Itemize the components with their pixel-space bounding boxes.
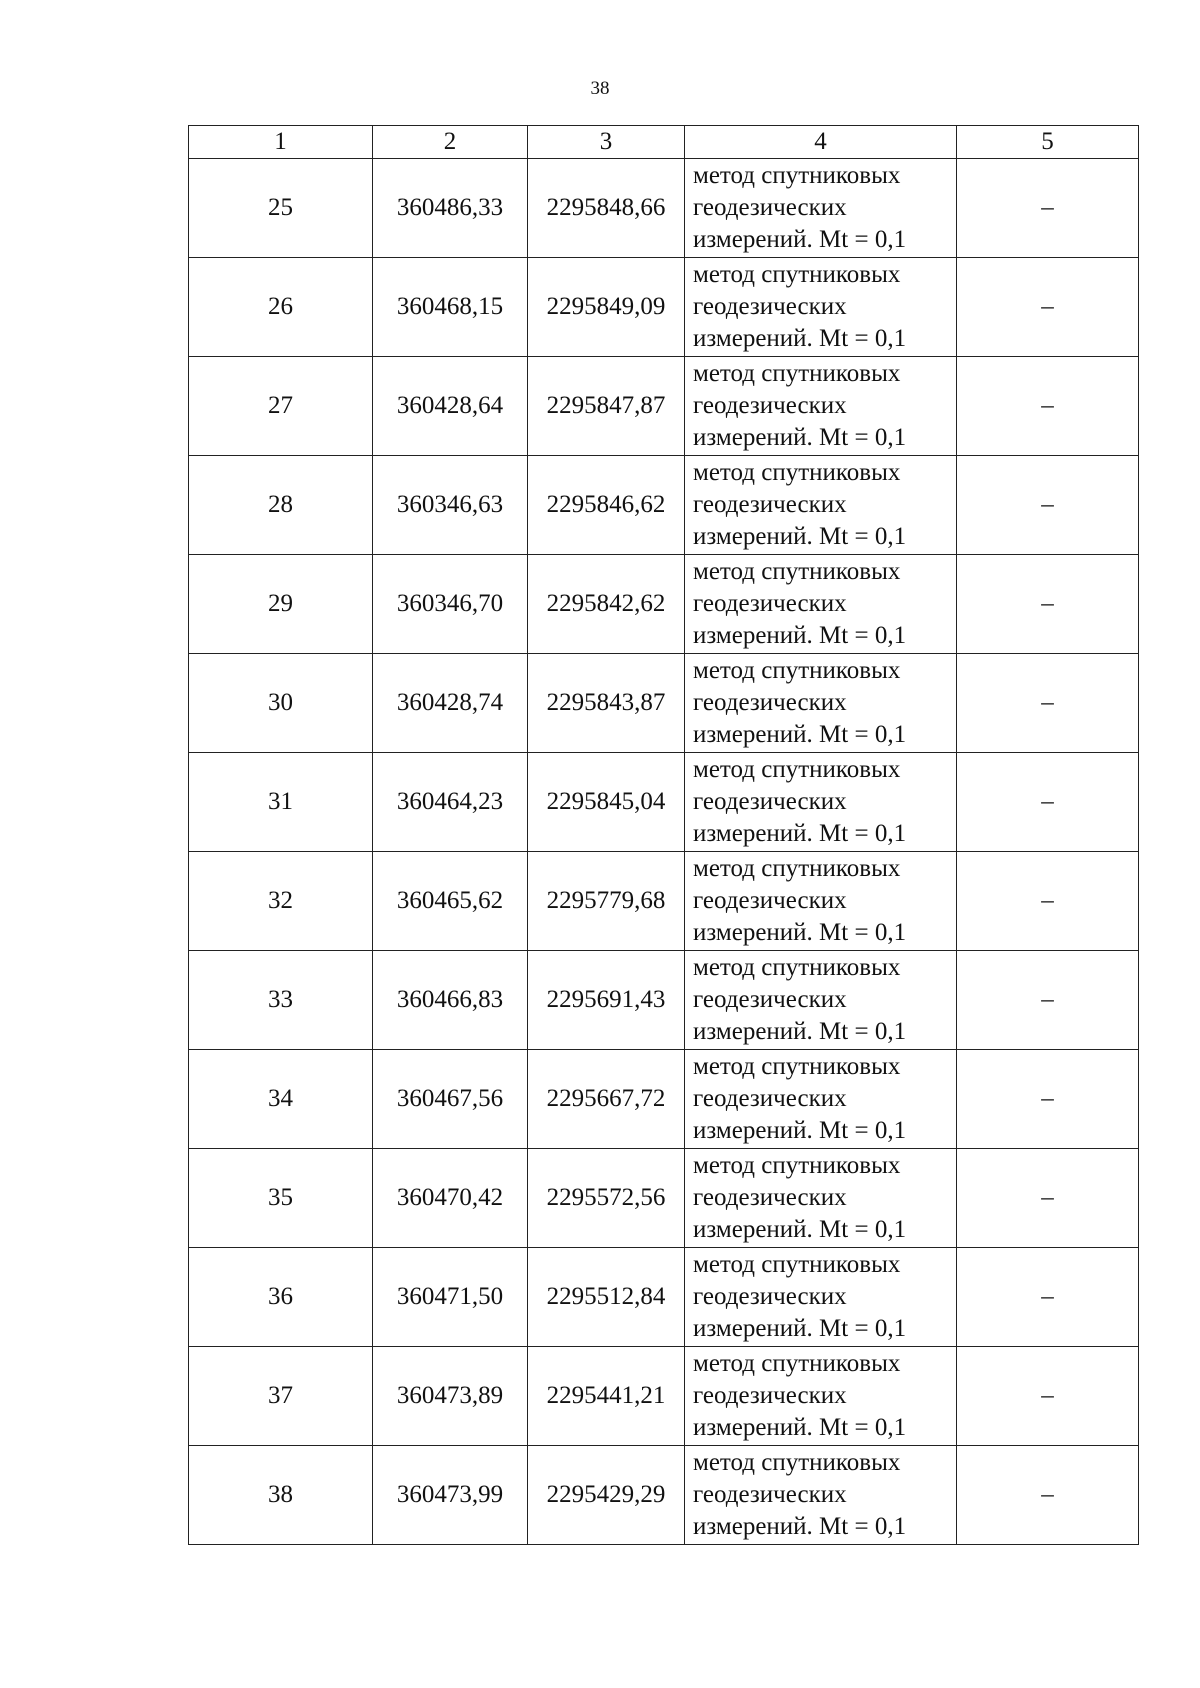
note-cell: – xyxy=(957,654,1139,753)
header-col-3: 3 xyxy=(528,126,685,159)
x-coordinate-cell: 360473,89 xyxy=(373,1347,528,1446)
note-cell: – xyxy=(957,1347,1139,1446)
table-row xyxy=(189,1149,1139,1248)
method-line: измерений. Mt = 0,1 xyxy=(693,1315,907,1342)
method-line: геодезических xyxy=(693,1184,847,1211)
header-col-4: 4 xyxy=(685,126,957,159)
note-cell: – xyxy=(957,951,1139,1050)
method-line: геодезических xyxy=(693,1085,847,1112)
x-coordinate-cell: 360465,62 xyxy=(373,852,528,951)
method-line: геодезических xyxy=(693,887,847,914)
table-row xyxy=(189,1347,1139,1446)
method-line: измерений. Mt = 0,1 xyxy=(693,325,907,352)
note-cell: – xyxy=(957,1149,1139,1248)
table-row xyxy=(189,753,1139,852)
y-coordinate-cell: 2295842,62 xyxy=(528,555,685,654)
method-line: метод спутниковых xyxy=(693,1053,901,1080)
method-line: измерений. Mt = 0,1 xyxy=(693,1117,907,1144)
method-cell xyxy=(685,654,957,753)
method-cell xyxy=(685,1347,957,1446)
method-line: геодезических xyxy=(693,194,847,221)
y-coordinate-cell: 2295847,87 xyxy=(528,357,685,456)
table-row xyxy=(189,654,1139,753)
method-line: измерений. Mt = 0,1 xyxy=(693,1216,907,1243)
method-cell xyxy=(685,456,957,555)
method-cell xyxy=(685,555,957,654)
y-coordinate-cell: 2295667,72 xyxy=(528,1050,685,1149)
x-coordinate-cell: 360470,42 xyxy=(373,1149,528,1248)
method-line: геодезических xyxy=(693,590,847,617)
x-coordinate-cell: 360346,63 xyxy=(373,456,528,555)
y-coordinate-cell: 2295843,87 xyxy=(528,654,685,753)
method-line: метод спутниковых xyxy=(693,162,901,189)
y-coordinate-cell: 2295691,43 xyxy=(528,951,685,1050)
point-number-cell: 29 xyxy=(189,555,373,654)
x-coordinate-cell: 360486,33 xyxy=(373,159,528,258)
y-coordinate-cell: 2295572,56 xyxy=(528,1149,685,1248)
page-number: 38 xyxy=(590,78,610,99)
method-cell xyxy=(685,1446,957,1545)
y-coordinate-cell: 2295846,62 xyxy=(528,456,685,555)
method-line: измерений. Mt = 0,1 xyxy=(693,424,907,451)
method-cell xyxy=(685,159,957,258)
method-line: геодезических xyxy=(693,1283,847,1310)
method-line: измерений. Mt = 0,1 xyxy=(693,523,907,550)
method-line: геодезических xyxy=(693,293,847,320)
method-line: геодезических xyxy=(693,392,847,419)
note-cell: – xyxy=(957,1050,1139,1149)
y-coordinate-cell: 2295512,84 xyxy=(528,1248,685,1347)
method-cell xyxy=(685,1248,957,1347)
method-line: метод спутниковых xyxy=(693,756,901,783)
point-number-cell: 26 xyxy=(189,258,373,357)
table-body xyxy=(189,159,1139,1545)
table-row xyxy=(189,1248,1139,1347)
method-line: метод спутниковых xyxy=(693,261,901,288)
method-line: метод спутниковых xyxy=(693,1350,901,1377)
method-line: измерений. Mt = 0,1 xyxy=(693,622,907,649)
x-coordinate-cell: 360428,74 xyxy=(373,654,528,753)
method-line: метод спутниковых xyxy=(693,1152,901,1179)
note-cell: – xyxy=(957,555,1139,654)
y-coordinate-cell: 2295441,21 xyxy=(528,1347,685,1446)
method-line: геодезических xyxy=(693,491,847,518)
method-cell xyxy=(685,852,957,951)
y-coordinate-cell: 2295779,68 xyxy=(528,852,685,951)
method-line: измерений. Mt = 0,1 xyxy=(693,721,907,748)
table-row xyxy=(189,456,1139,555)
method-line: метод спутниковых xyxy=(693,459,901,486)
y-coordinate-cell: 2295849,09 xyxy=(528,258,685,357)
note-cell: – xyxy=(957,1248,1139,1347)
method-line: геодезических xyxy=(693,788,847,815)
point-number-cell: 32 xyxy=(189,852,373,951)
x-coordinate-cell: 360471,50 xyxy=(373,1248,528,1347)
method-line: измерений. Mt = 0,1 xyxy=(693,1513,907,1540)
point-number-cell: 27 xyxy=(189,357,373,456)
header-col-1: 1 xyxy=(189,126,373,159)
method-line: измерений. Mt = 0,1 xyxy=(693,226,907,253)
point-number-cell: 37 xyxy=(189,1347,373,1446)
method-line: измерений. Mt = 0,1 xyxy=(693,1414,907,1441)
header-col-5: 5 xyxy=(957,126,1139,159)
point-number-cell: 28 xyxy=(189,456,373,555)
x-coordinate-cell: 360466,83 xyxy=(373,951,528,1050)
method-cell xyxy=(685,1050,957,1149)
table-row xyxy=(189,357,1139,456)
method-line: измерений. Mt = 0,1 xyxy=(693,820,907,847)
y-coordinate-cell: 2295845,04 xyxy=(528,753,685,852)
x-coordinate-cell: 360346,70 xyxy=(373,555,528,654)
x-coordinate-cell: 360428,64 xyxy=(373,357,528,456)
method-line: геодезических xyxy=(693,1481,847,1508)
table-row xyxy=(189,258,1139,357)
table-row xyxy=(189,1446,1139,1545)
x-coordinate-cell: 360473,99 xyxy=(373,1446,528,1545)
point-number-cell: 36 xyxy=(189,1248,373,1347)
x-coordinate-cell: 360467,56 xyxy=(373,1050,528,1149)
method-line: измерений. Mt = 0,1 xyxy=(693,1018,907,1045)
table-row xyxy=(189,159,1139,258)
point-number-cell: 30 xyxy=(189,654,373,753)
method-line: метод спутниковых xyxy=(693,954,901,981)
note-cell: – xyxy=(957,357,1139,456)
header-col-2: 2 xyxy=(373,126,528,159)
header-row xyxy=(189,126,1139,159)
method-line: геодезических xyxy=(693,986,847,1013)
method-line: метод спутниковых xyxy=(693,657,901,684)
note-cell: – xyxy=(957,1446,1139,1545)
method-cell xyxy=(685,357,957,456)
x-coordinate-cell: 360468,15 xyxy=(373,258,528,357)
method-cell xyxy=(685,753,957,852)
method-cell xyxy=(685,1149,957,1248)
note-cell: – xyxy=(957,852,1139,951)
table-row xyxy=(189,1050,1139,1149)
method-cell xyxy=(685,951,957,1050)
point-number-cell: 38 xyxy=(189,1446,373,1545)
x-coordinate-cell: 360464,23 xyxy=(373,753,528,852)
note-cell: – xyxy=(957,456,1139,555)
method-line: метод спутниковых xyxy=(693,1449,901,1476)
method-line: измерений. Mt = 0,1 xyxy=(693,919,907,946)
point-number-cell: 33 xyxy=(189,951,373,1050)
note-cell: – xyxy=(957,753,1139,852)
y-coordinate-cell: 2295848,66 xyxy=(528,159,685,258)
point-number-cell: 34 xyxy=(189,1050,373,1149)
table-row xyxy=(189,852,1139,951)
point-number-cell: 31 xyxy=(189,753,373,852)
method-line: геодезических xyxy=(693,1382,847,1409)
coordinates-table xyxy=(188,125,1139,1545)
table-row xyxy=(189,951,1139,1050)
table-row xyxy=(189,555,1139,654)
y-coordinate-cell: 2295429,29 xyxy=(528,1446,685,1545)
method-cell xyxy=(685,258,957,357)
table-header xyxy=(189,126,1139,159)
point-number-cell: 25 xyxy=(189,159,373,258)
method-line: геодезических xyxy=(693,689,847,716)
method-line: метод спутниковых xyxy=(693,558,901,585)
method-line: метод спутниковых xyxy=(693,855,901,882)
note-cell: – xyxy=(957,258,1139,357)
method-line: метод спутниковых xyxy=(693,360,901,387)
method-line: метод спутниковых xyxy=(693,1251,901,1278)
note-cell: – xyxy=(957,159,1139,258)
point-number-cell: 35 xyxy=(189,1149,373,1248)
